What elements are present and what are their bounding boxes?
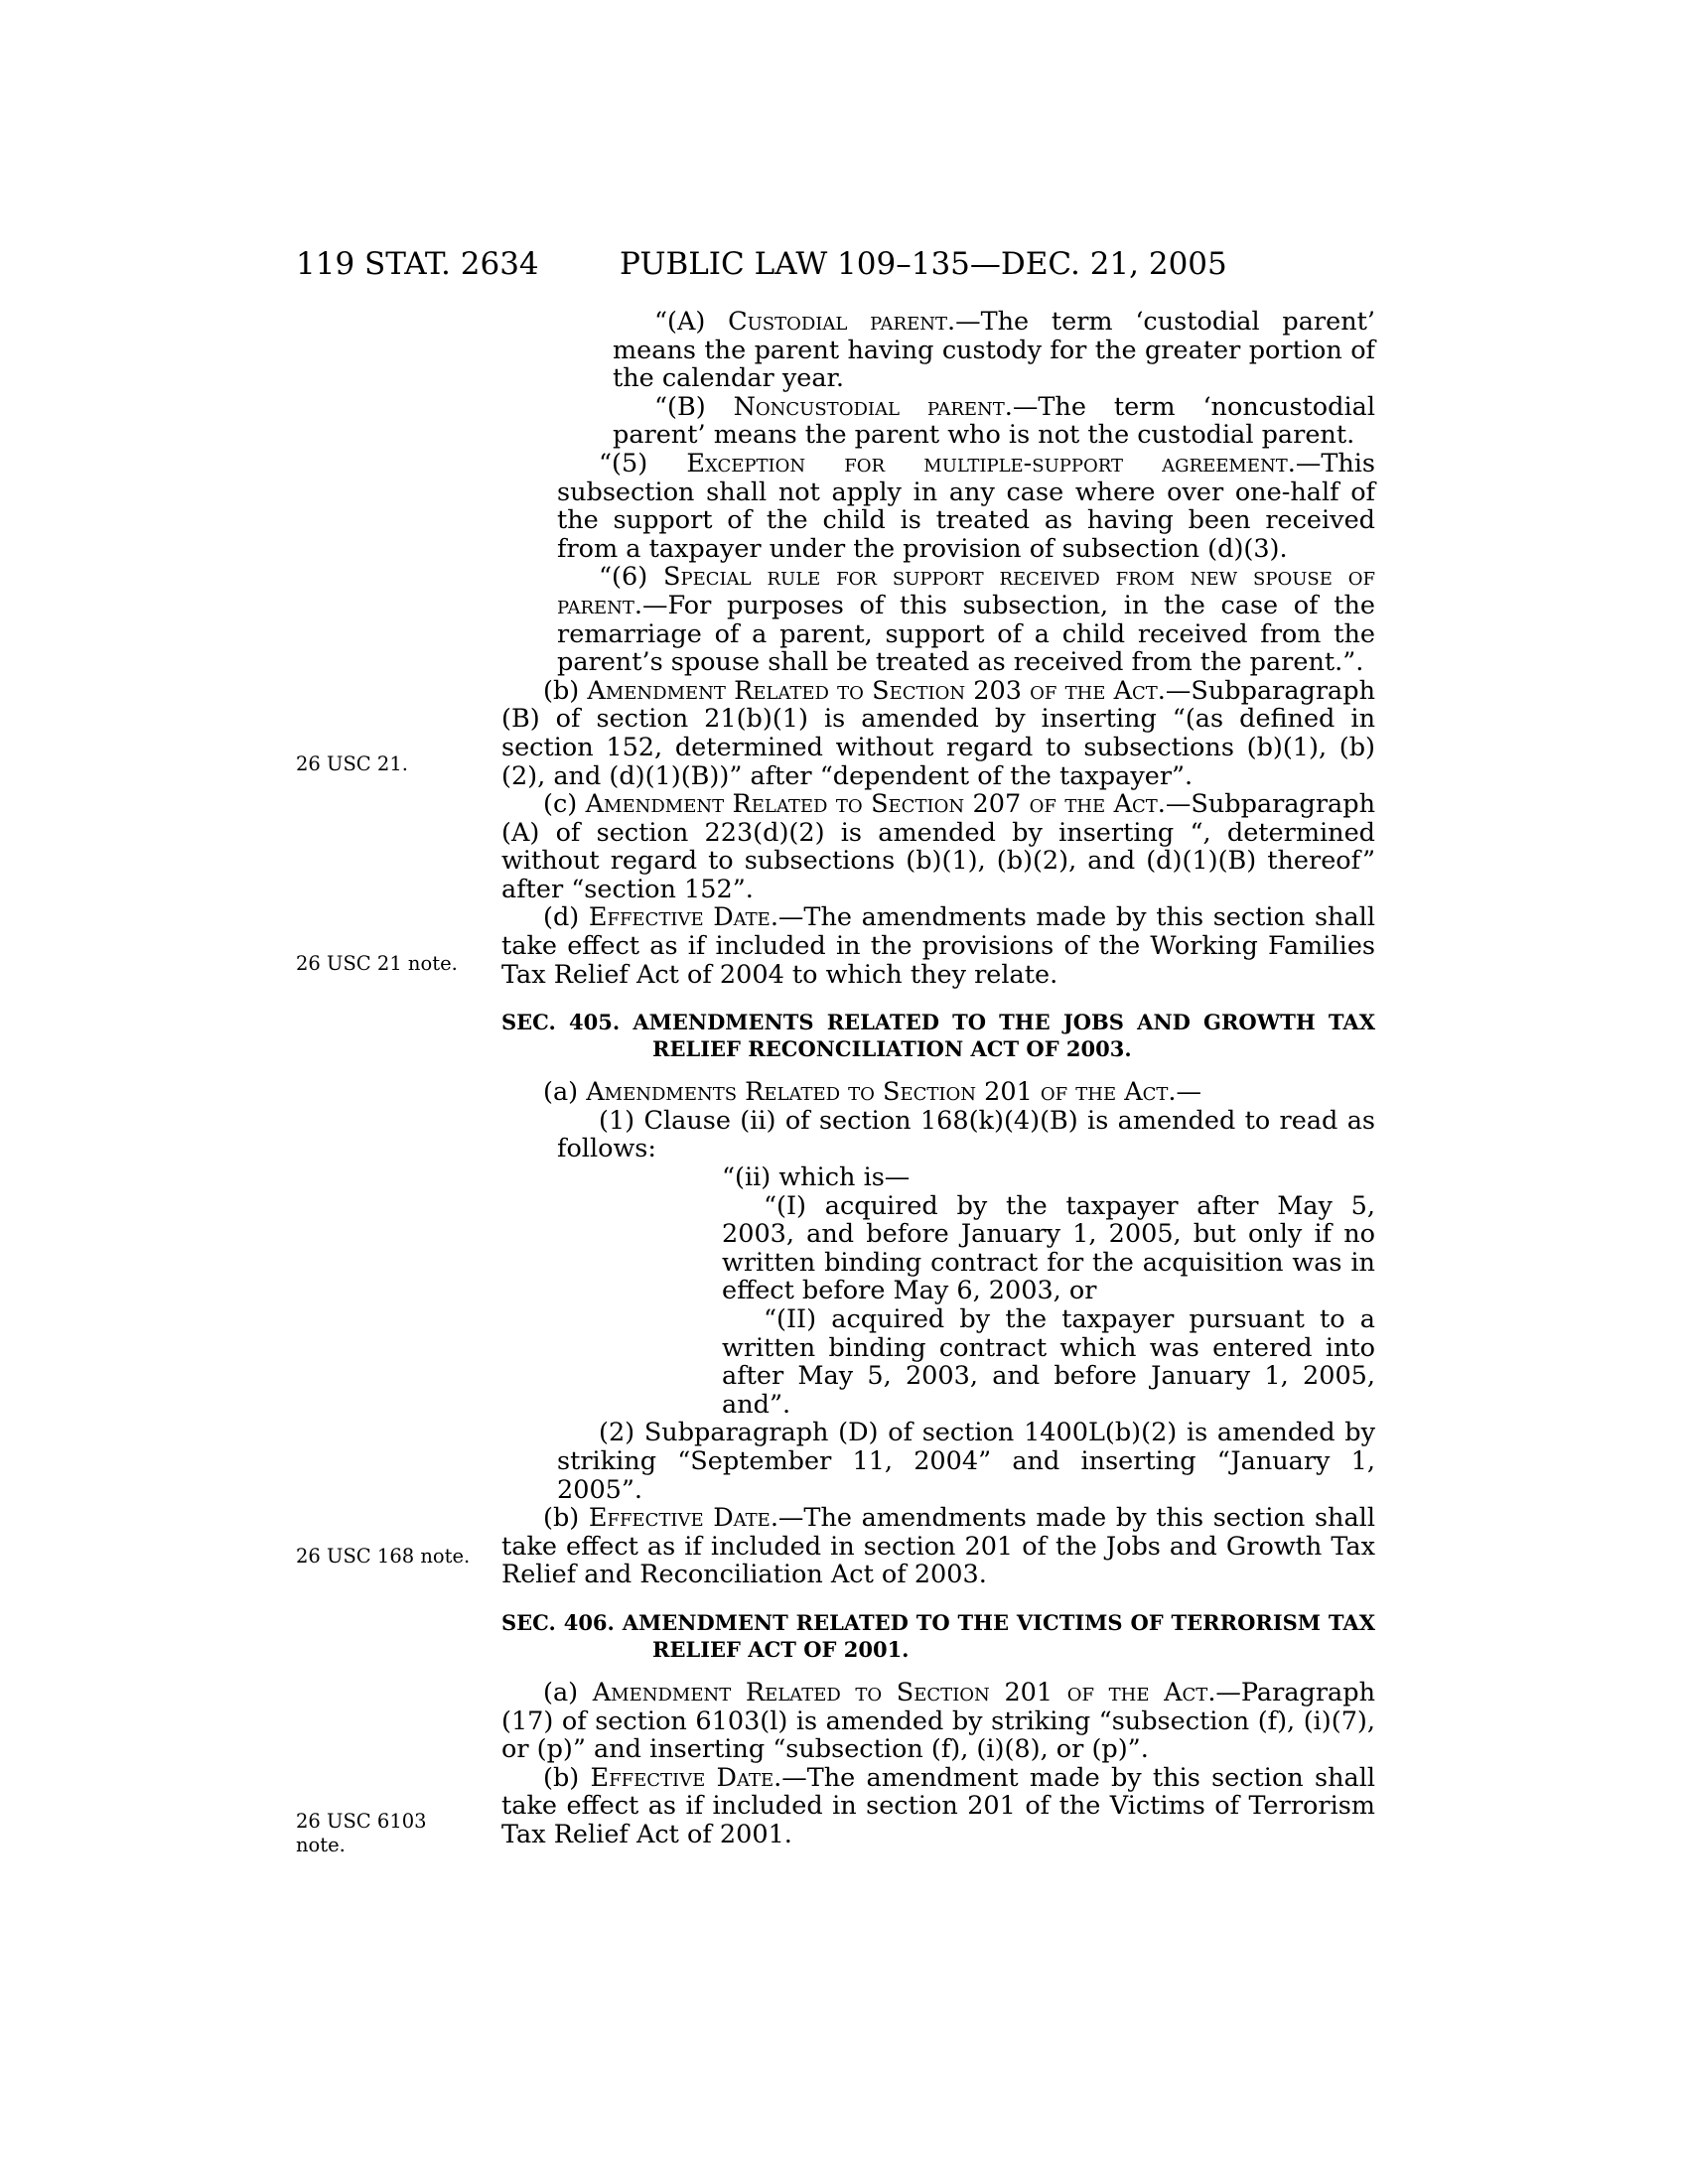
section-406-heading: SEC. 406. AMENDMENT RELATED TO THE VICTIMS OF TERRORISM TAX RELIEF ACT OF 2001. — [501, 1609, 1375, 1662]
document-body — [501, 308, 1375, 1849]
margin-note-26-usc-21: 26 USC 21. — [296, 752, 408, 775]
paragraph-noncustodial-parent: “(B) Noncustodial parent.—The term ‘noncustodial parent’ means the parent who is not the custodial parent. — [613, 391, 1375, 451]
paragraph-exception-multiple-support: “(5) Exception for multiple-support agreement.—This subsection shall not apply in any case where over one-half of the support of the child is treated as having been received from a taxpayer under the provision of subsection (d)(3). — [557, 448, 1376, 564]
paragraph-effective-date-404: (d) Effective Date.—The amendments made by this section shall take effect as if included in the provisions of the Working Families Tax Relief Act of 2004 to which they relate. — [501, 902, 1375, 990]
paragraph-clause-ii-168k: (1) Clause (ii) of section 168(k)(4)(B) is amended to read as follows: — [557, 1105, 1375, 1164]
paragraph-amendment-section-207: (c) Amendment Related to Section 207 of the Act.—Subparagraph (A) of section 223(d)(2) is amended by inserting “, determined without regard to subsections (b)(1), (b)(2), and (d)(1)(B) thereof” after “section 152”. — [501, 789, 1375, 904]
paragraph-amendment-section-203: (b) Amendment Related to Section 203 of the Act.—Subparagraph (B) of section 21(b)(1) is amended by inserting “(as defined in section 152, determined without regard to subsections (b)(1), (b)(2), and (d)(1)(B))” after “dependent of the taxpayer”. — [501, 675, 1375, 791]
section-405-heading: SEC. 405. AMENDMENTS RELATED TO THE JOBS AND GROWTH TAX RELIEF RECONCILIATION ACT OF 2003. — [501, 1010, 1375, 1062]
stat-page-number: 119 STAT. 2634 — [296, 246, 539, 282]
paragraph-ii-which-is: “(ii) which is— — [722, 1162, 911, 1193]
law-title: PUBLIC LAW 109–135—DEC. 21, 2005 — [620, 246, 1227, 282]
paragraph-amendment-section-201-victims: (a) Amendment Related to Section 201 of the Act.—Paragraph (17) of section 6103(l) is amended by striking “subsection (f), (i)(7), or (p)” and inserting “subsection (f), (i)(8), or (p)”. — [501, 1677, 1375, 1765]
margin-note-26-usc-168-note: 26 USC 168 note. — [296, 1545, 471, 1568]
margin-note-26-usc-21-note: 26 USC 21 note. — [296, 952, 458, 975]
paragraph-amendments-section-201: (a) Amendments Related to Section 201 of the Act.— — [543, 1077, 1201, 1108]
paragraph-subclause-i: “(I) acquired by the taxpayer after May 5, 2003, and before January 1, 2005, but only if no written binding contract for the acquisition was in effect before May 6, 2003, or — [722, 1190, 1375, 1306]
page-header — [296, 246, 1319, 286]
paragraph-subclause-ii: “(II) acquired by the taxpayer pursuant to a written binding contract which was entered into after May 5, 2003, and before January 1, 2005, and”. — [722, 1304, 1375, 1420]
paragraph-special-rule-new-spouse: “(6) Special rule for support received from new spouse of parent.—For purposes of this subsection, in the case of the remarriage of a parent, support of a child received from the parent’s spouse shall be treated as received from the parent.”. — [557, 562, 1375, 678]
paragraph-subparagraph-d-1400l: (2) Subparagraph (D) of section 1400L(b)(2) is amended by striking “September 11, 2004” and inserting “January 1, 2005”. — [557, 1418, 1375, 1505]
margin-note-26-usc-6103-note: 26 USC 6103 note. — [296, 1810, 427, 1856]
paragraph-effective-date-405: (b) Effective Date.—The amendments made by this section shall take effect as if included in section 201 of the Jobs and Growth Tax Relief and Reconciliation Act of 2003. — [501, 1503, 1375, 1590]
paragraph-effective-date-406: (b) Effective Date.—The amendment made by this section shall take effect as if included in section 201 of the Victims of Terrorism Tax Relief Act of 2001. — [501, 1762, 1375, 1849]
paragraph-custodial-parent: “(A) Custodial parent.—The term ‘custodial parent’ means the parent having custody for the greater portion of the calendar year. — [613, 307, 1375, 394]
